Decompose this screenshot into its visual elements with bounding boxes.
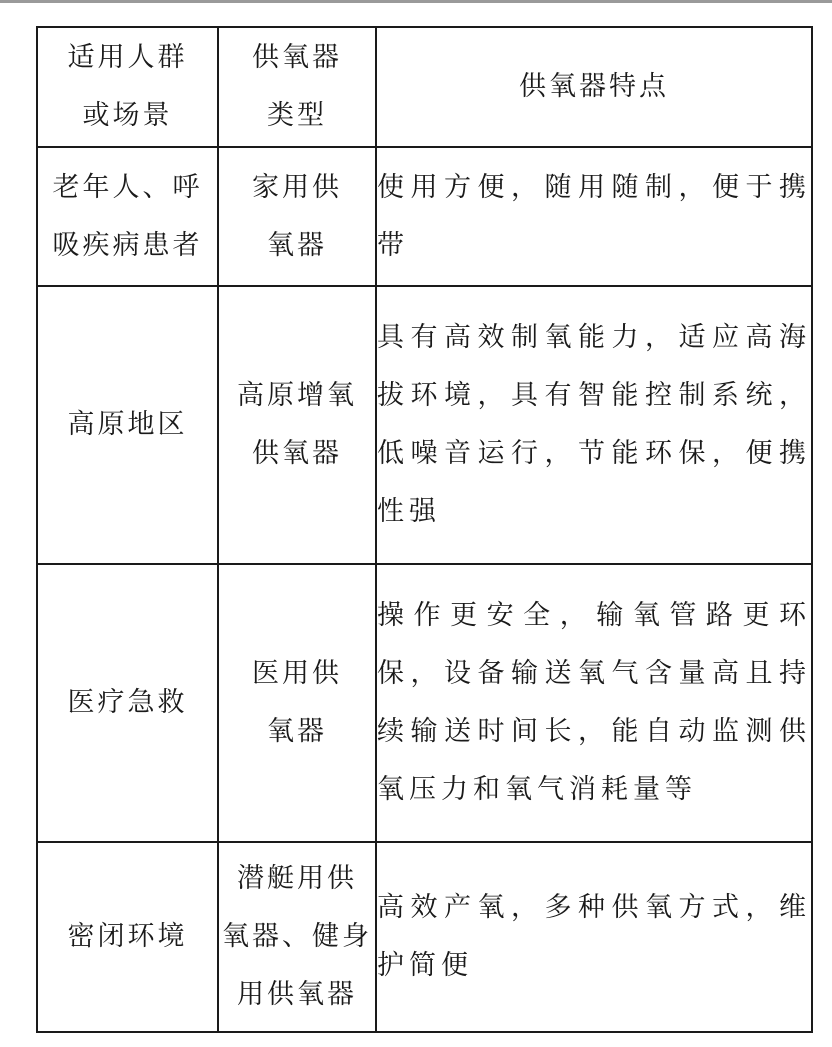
cell-features — [376, 842, 812, 1032]
cell-type — [218, 842, 376, 1032]
cell-group — [37, 842, 218, 1032]
features-text: 高效产氧，多种供氧方式，维护简便 — [377, 892, 811, 981]
group-line: 高原地区 — [67, 409, 188, 440]
type-line: 氧器 — [267, 716, 327, 747]
table-row — [37, 286, 812, 564]
table-row — [37, 564, 812, 842]
header-group-line: 或场景 — [82, 100, 173, 131]
type-line: 医用供 — [252, 658, 342, 689]
type-line: 高原增氧 — [237, 380, 357, 411]
header-features-label: 供氧器特点 — [519, 71, 669, 102]
header-type-line: 供氧器 — [252, 42, 342, 73]
cell-features — [376, 564, 812, 842]
header-group — [37, 27, 218, 147]
table-row — [37, 147, 812, 286]
cell-features — [376, 147, 812, 286]
cell-group — [37, 147, 218, 286]
features-text: 使用方便，随用随制，便于携带 — [377, 171, 811, 261]
features-text: 操作更安全，输氧管路更环保，设备输送氧气含量高且持续输送时间长，能自动监测供氧压力和氧气消耗量等 — [377, 600, 811, 805]
type-line: 家用供 — [252, 171, 342, 203]
cell-type — [218, 564, 376, 842]
features-text: 具有高效制氧能力，适应高海拔环境，具有智能控制系统，低噪音运行，节能环保，便携性强 — [377, 322, 811, 527]
group-line: 老年人、呼 — [52, 171, 203, 203]
type-line: 供氧器 — [252, 438, 342, 469]
cell-group — [37, 564, 218, 842]
top-rule — [0, 0, 832, 3]
header-type — [218, 27, 376, 147]
type-line: 氧器、健身 — [222, 921, 372, 952]
type-line: 氧器 — [267, 229, 327, 261]
oxygen-supplier-table — [36, 26, 813, 1033]
cell-group — [37, 286, 218, 564]
group-line: 医疗急救 — [67, 687, 188, 718]
header-features — [376, 27, 812, 147]
table-header-row — [37, 27, 812, 147]
group-line: 吸疾病患者 — [52, 229, 203, 261]
cell-features — [376, 286, 812, 564]
group-line: 密闭环境 — [67, 921, 188, 952]
type-line: 潜艇用供 — [237, 863, 357, 894]
cell-type — [218, 147, 376, 286]
header-group-line: 适用人群 — [67, 42, 188, 73]
type-line: 用供氧器 — [237, 979, 357, 1010]
header-type-line: 类型 — [267, 100, 327, 131]
table-row — [37, 842, 812, 1032]
cell-type — [218, 286, 376, 564]
